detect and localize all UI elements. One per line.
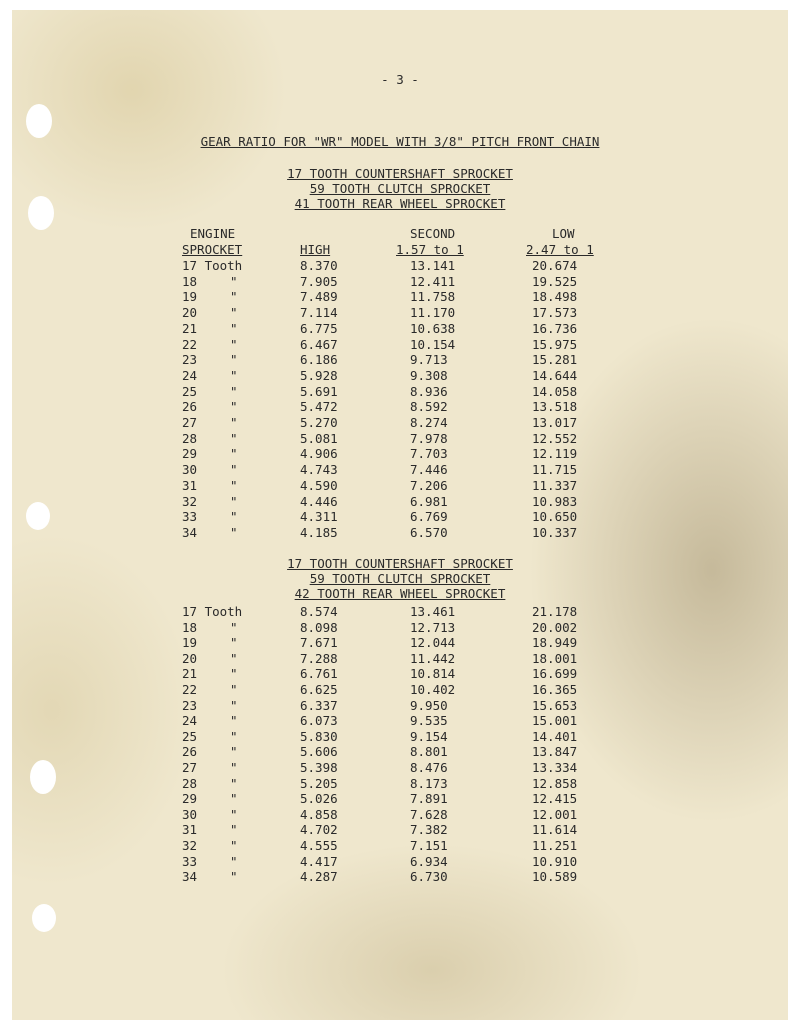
ditto-mark: " (230, 713, 238, 729)
high-ratio-cell: 8.574 (300, 604, 338, 619)
engine-sprocket-cell: 20 (182, 650, 198, 666)
table-row (12, 494, 788, 510)
table-row (12, 729, 788, 745)
engine-sprocket-cell: 31 (182, 477, 198, 493)
engine-sprocket-cell: 22 (182, 682, 198, 697)
second-ratio-cell: 6.730 (410, 869, 448, 885)
ditto-mark: " (230, 273, 238, 289)
high-ratio-cell: 5.270 (300, 415, 338, 430)
ditto-mark: " (230, 822, 238, 838)
column-header-low-bottom: 2.47 to 1 (526, 242, 594, 257)
engine-sprocket-cell: 24 (182, 367, 198, 383)
ditto-mark: " (230, 493, 238, 509)
high-ratio-cell: 4.858 (300, 806, 338, 822)
high-ratio-cell: 7.489 (300, 289, 338, 305)
low-ratio-cell: 15.653 (532, 697, 578, 713)
engine-sprocket-cell: 19 (182, 289, 198, 305)
low-ratio-cell: 16.699 (532, 666, 578, 682)
engine-sprocket-cell: 24 (182, 713, 198, 729)
second-ratio-cell: 7.978 (410, 430, 448, 446)
section1-heading-line3: 41 TOOTH REAR WHEEL SPROCKET (294, 196, 506, 211)
engine-sprocket-cell: 25 (182, 728, 198, 744)
second-ratio-cell: 10.402 (410, 682, 456, 697)
ditto-mark: " (230, 305, 238, 321)
engine-sprocket-cell: 20 (182, 305, 198, 321)
second-ratio-cell: 8.274 (410, 415, 448, 430)
punch-hole (26, 104, 52, 138)
table-row (12, 822, 788, 838)
second-ratio-cell: 11.170 (410, 305, 456, 321)
low-ratio-cell: 16.736 (532, 320, 578, 336)
section2-heading-line2: 59 TOOTH CLUTCH SPROCKET (309, 571, 491, 586)
high-ratio-cell: 5.606 (300, 744, 338, 760)
engine-sprocket-cell: 25 (182, 383, 198, 399)
low-ratio-cell: 15.281 (532, 352, 578, 368)
low-ratio-cell: 12.119 (532, 446, 578, 462)
low-ratio-cell: 13.017 (532, 415, 578, 430)
second-ratio-cell: 11.442 (410, 650, 456, 666)
high-ratio-cell: 4.185 (300, 524, 338, 540)
column-header-second-bottom: 1.57 to 1 (396, 242, 464, 257)
high-ratio-cell: 5.830 (300, 728, 338, 744)
high-ratio-cell: 7.671 (300, 635, 338, 651)
ditto-mark: " (230, 352, 238, 368)
low-ratio-cell: 18.949 (532, 635, 578, 651)
second-ratio-cell: 7.703 (410, 446, 448, 462)
table-row (12, 854, 788, 870)
section1-heading-line1: 17 TOOTH COUNTERSHAFT SPROCKET (287, 166, 513, 181)
section2-heading-line3: 42 TOOTH REAR WHEEL SPROCKET (294, 586, 506, 601)
high-ratio-cell: 5.928 (300, 367, 338, 383)
table-row (12, 620, 788, 636)
low-ratio-cell: 10.910 (532, 853, 578, 869)
second-ratio-cell: 8.173 (410, 775, 448, 791)
low-ratio-cell: 13.847 (532, 744, 578, 760)
low-ratio-cell: 13.518 (532, 399, 578, 415)
ditto-mark: " (230, 320, 238, 336)
column-header-high: HIGH (300, 242, 331, 257)
ditto-mark: " (230, 383, 238, 399)
second-ratio-cell: 8.592 (410, 399, 448, 415)
second-ratio-cell: 6.981 (410, 493, 448, 509)
low-ratio-cell: 18.498 (532, 289, 578, 305)
low-ratio-cell: 11.614 (532, 822, 578, 838)
low-ratio-cell: 10.650 (532, 509, 578, 525)
low-ratio-cell: 19.525 (532, 273, 578, 289)
engine-sprocket-cell: 23 (182, 352, 198, 368)
engine-sprocket-cell: 17 Tooth (182, 604, 243, 619)
ditto-mark: " (230, 791, 238, 807)
table-row (12, 744, 788, 760)
document-title: GEAR RATIO FOR "WR" MODEL WITH 3/8" PITCH FRONT CHAIN (200, 134, 600, 149)
engine-sprocket-cell: 31 (182, 822, 198, 838)
column-header-engine-top: ENGINE (190, 226, 236, 241)
second-ratio-cell: 6.934 (410, 853, 448, 869)
low-ratio-cell: 12.858 (532, 775, 578, 791)
second-ratio-cell: 8.476 (410, 760, 448, 775)
document-page (12, 10, 788, 1020)
engine-sprocket-cell: 33 (182, 853, 198, 869)
high-ratio-cell: 6.337 (300, 697, 338, 713)
ditto-mark: " (230, 869, 238, 885)
ditto-mark: " (230, 462, 238, 478)
engine-sprocket-cell: 22 (182, 336, 198, 352)
table-row (12, 838, 788, 854)
second-ratio-cell: 13.461 (410, 604, 456, 619)
engine-sprocket-cell: 26 (182, 399, 198, 415)
engine-sprocket-cell: 21 (182, 320, 198, 336)
engine-sprocket-cell: 21 (182, 666, 198, 682)
table-row (12, 431, 788, 447)
second-ratio-cell: 8.801 (410, 744, 448, 760)
second-ratio-cell: 7.382 (410, 822, 448, 838)
engine-sprocket-cell: 30 (182, 462, 198, 478)
high-ratio-cell: 8.098 (300, 619, 338, 635)
table-row (12, 682, 788, 698)
table-row (12, 869, 788, 885)
ditto-mark: " (230, 446, 238, 462)
high-ratio-cell: 4.590 (300, 477, 338, 493)
second-ratio-cell: 9.535 (410, 713, 448, 729)
low-ratio-cell: 14.401 (532, 728, 578, 744)
engine-sprocket-cell: 27 (182, 760, 198, 775)
ditto-mark: " (230, 682, 238, 697)
ditto-mark: " (230, 775, 238, 791)
engine-sprocket-cell: 23 (182, 697, 198, 713)
engine-sprocket-cell: 18 (182, 619, 198, 635)
low-ratio-cell: 18.001 (532, 650, 578, 666)
section1-heading-line2: 59 TOOTH CLUTCH SPROCKET (309, 181, 491, 196)
engine-sprocket-cell: 30 (182, 806, 198, 822)
second-ratio-cell: 7.628 (410, 806, 448, 822)
high-ratio-cell: 7.905 (300, 273, 338, 289)
high-ratio-cell: 5.472 (300, 399, 338, 415)
second-ratio-cell: 7.446 (410, 462, 448, 478)
ditto-mark: " (230, 477, 238, 493)
low-ratio-cell: 20.674 (532, 258, 578, 273)
second-ratio-cell: 10.814 (410, 666, 456, 682)
engine-sprocket-cell: 19 (182, 635, 198, 651)
column-header-engine-bottom: SPROCKET (182, 242, 243, 257)
high-ratio-cell: 4.311 (300, 509, 338, 525)
second-ratio-cell: 6.570 (410, 524, 448, 540)
second-ratio-cell: 9.308 (410, 367, 448, 383)
engine-sprocket-cell: 33 (182, 509, 198, 525)
low-ratio-cell: 15.001 (532, 713, 578, 729)
high-ratio-cell: 5.398 (300, 760, 338, 775)
second-ratio-cell: 10.154 (410, 336, 456, 352)
second-ratio-cell: 13.141 (410, 258, 456, 273)
table-row (12, 384, 788, 400)
table-row (12, 399, 788, 415)
table-row (12, 760, 788, 776)
high-ratio-cell: 4.287 (300, 869, 338, 885)
low-ratio-cell: 13.334 (532, 760, 578, 775)
ditto-mark: " (230, 650, 238, 666)
high-ratio-cell: 6.761 (300, 666, 338, 682)
table-row (12, 635, 788, 651)
engine-sprocket-cell: 27 (182, 415, 198, 430)
table-row (12, 651, 788, 667)
high-ratio-cell: 4.743 (300, 462, 338, 478)
ditto-mark: " (230, 289, 238, 305)
high-ratio-cell: 6.775 (300, 320, 338, 336)
second-ratio-cell: 7.151 (410, 838, 448, 853)
high-ratio-cell: 5.205 (300, 775, 338, 791)
table-row (12, 807, 788, 823)
high-ratio-cell: 4.555 (300, 838, 338, 853)
engine-sprocket-cell: 17 Tooth (182, 258, 243, 273)
high-ratio-cell: 7.114 (300, 305, 338, 321)
low-ratio-cell: 11.251 (532, 838, 578, 853)
engine-sprocket-cell: 29 (182, 791, 198, 807)
high-ratio-cell: 4.702 (300, 822, 338, 838)
ditto-mark: " (230, 399, 238, 415)
low-ratio-cell: 14.058 (532, 383, 578, 399)
ditto-mark: " (230, 415, 238, 430)
table-row (12, 258, 788, 274)
high-ratio-cell: 8.370 (300, 258, 338, 273)
table-row (12, 305, 788, 321)
high-ratio-cell: 5.026 (300, 791, 338, 807)
high-ratio-cell: 5.081 (300, 430, 338, 446)
low-ratio-cell: 12.552 (532, 430, 578, 446)
ditto-mark: " (230, 524, 238, 540)
high-ratio-cell: 4.417 (300, 853, 338, 869)
high-ratio-cell: 6.467 (300, 336, 338, 352)
second-ratio-cell: 9.154 (410, 728, 448, 744)
section2-heading-line1: 17 TOOTH COUNTERSHAFT SPROCKET (287, 556, 513, 571)
table-row (12, 368, 788, 384)
engine-sprocket-cell: 18 (182, 273, 198, 289)
low-ratio-cell: 15.975 (532, 336, 578, 352)
second-ratio-cell: 7.206 (410, 477, 448, 493)
table-row (12, 321, 788, 337)
column-header-second-top: SECOND (410, 226, 456, 241)
second-ratio-cell: 8.936 (410, 383, 448, 399)
low-ratio-cell: 14.644 (532, 367, 578, 383)
table-row (12, 713, 788, 729)
low-ratio-cell: 11.715 (532, 462, 578, 478)
engine-sprocket-cell: 28 (182, 430, 198, 446)
low-ratio-cell: 10.983 (532, 493, 578, 509)
ditto-mark: " (230, 367, 238, 383)
high-ratio-cell: 4.446 (300, 493, 338, 509)
punch-hole (32, 904, 56, 932)
ditto-mark: " (230, 666, 238, 682)
high-ratio-cell: 6.186 (300, 352, 338, 368)
ditto-mark: " (230, 619, 238, 635)
ditto-mark: " (230, 853, 238, 869)
page-number: - 3 - (381, 72, 419, 87)
low-ratio-cell: 12.415 (532, 791, 578, 807)
second-ratio-cell: 12.044 (410, 635, 456, 651)
ditto-mark: " (230, 336, 238, 352)
table-row (12, 525, 788, 541)
high-ratio-cell: 5.691 (300, 383, 338, 399)
table-row (12, 352, 788, 368)
second-ratio-cell: 12.713 (410, 619, 456, 635)
ditto-mark: " (230, 806, 238, 822)
engine-sprocket-cell: 28 (182, 775, 198, 791)
low-ratio-cell: 20.002 (532, 619, 578, 635)
high-ratio-cell: 4.906 (300, 446, 338, 462)
low-ratio-cell: 10.337 (532, 524, 578, 540)
ditto-mark: " (230, 635, 238, 651)
column-header-low-top: LOW (552, 226, 575, 241)
ditto-mark: " (230, 697, 238, 713)
high-ratio-cell: 7.288 (300, 650, 338, 666)
second-ratio-cell: 9.950 (410, 697, 448, 713)
table-row (12, 462, 788, 478)
engine-sprocket-cell: 29 (182, 446, 198, 462)
table-row (12, 698, 788, 714)
table-row (12, 337, 788, 353)
second-ratio-cell: 6.769 (410, 509, 448, 525)
second-ratio-cell: 7.891 (410, 791, 448, 807)
table-row (12, 274, 788, 290)
second-ratio-cell: 10.638 (410, 320, 456, 336)
table-row (12, 289, 788, 305)
low-ratio-cell: 11.337 (532, 477, 578, 493)
table-row (12, 478, 788, 494)
second-ratio-cell: 9.713 (410, 352, 448, 368)
low-ratio-cell: 16.365 (532, 682, 578, 697)
engine-sprocket-cell: 32 (182, 493, 198, 509)
table-row (12, 604, 788, 620)
table-row (12, 666, 788, 682)
high-ratio-cell: 6.073 (300, 713, 338, 729)
table-row (12, 509, 788, 525)
ditto-mark: " (230, 760, 238, 775)
table-row (12, 776, 788, 792)
second-ratio-cell: 12.411 (410, 273, 456, 289)
ditto-mark: " (230, 838, 238, 853)
ditto-mark: " (230, 430, 238, 446)
table-row (12, 791, 788, 807)
low-ratio-cell: 10.589 (532, 869, 578, 885)
high-ratio-cell: 6.625 (300, 682, 338, 697)
low-ratio-cell: 12.001 (532, 806, 578, 822)
ditto-mark: " (230, 728, 238, 744)
second-ratio-cell: 11.758 (410, 289, 456, 305)
table-row (12, 415, 788, 431)
engine-sprocket-cell: 34 (182, 869, 198, 885)
engine-sprocket-cell: 34 (182, 524, 198, 540)
low-ratio-cell: 21.178 (532, 604, 578, 619)
engine-sprocket-cell: 26 (182, 744, 198, 760)
low-ratio-cell: 17.573 (532, 305, 578, 321)
ditto-mark: " (230, 744, 238, 760)
engine-sprocket-cell: 32 (182, 838, 198, 853)
table-row (12, 446, 788, 462)
ditto-mark: " (230, 509, 238, 525)
